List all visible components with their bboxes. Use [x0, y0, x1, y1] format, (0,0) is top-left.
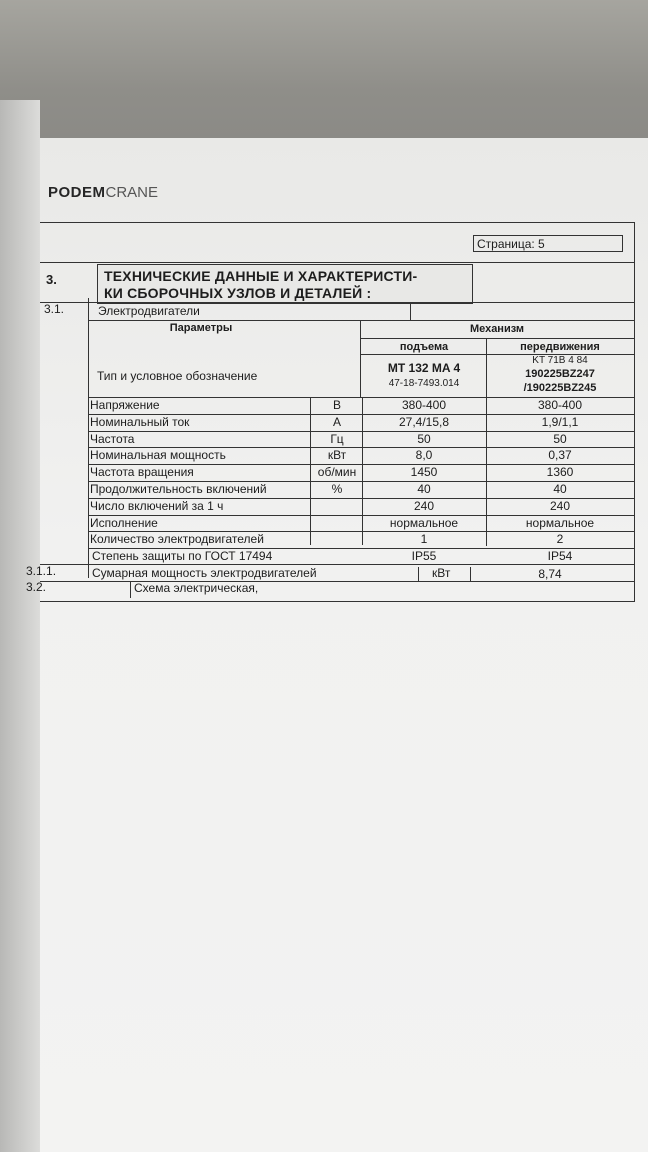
- travel-value: 380-400: [537, 398, 583, 412]
- divider: [40, 302, 634, 303]
- param-unit: кВт: [327, 448, 347, 463]
- param-unit: Гц: [330, 431, 344, 446]
- param-unit: об/мин: [317, 465, 357, 480]
- travel-type-line3: /190225BZ245: [523, 382, 597, 394]
- travel-value: нормальное: [525, 515, 595, 530]
- total-unit: кВт: [432, 566, 451, 580]
- param-unit: В: [332, 398, 341, 412]
- lift-value: нормальное: [389, 515, 459, 530]
- scheme-label: Схема электрическая,: [134, 581, 259, 595]
- divider: [418, 567, 419, 581]
- divider: [360, 338, 634, 339]
- section-title-line1: ТЕХНИЧЕСКИЕ ДАННЫЕ И ХАРАКТЕРИСТИ-: [104, 268, 418, 284]
- divider: [410, 302, 411, 320]
- travel-type-line1: KT 71B 4 84: [532, 355, 588, 366]
- lift-value: 1: [420, 532, 428, 547]
- divider: [88, 320, 634, 321]
- travel-value: IP54: [547, 549, 573, 564]
- unit-column-right-divider: [362, 397, 363, 545]
- param-unit: %: [331, 482, 343, 496]
- total-value: 8,74: [538, 567, 562, 581]
- unit-column-left-divider: [310, 397, 311, 545]
- company-logo: PODEMCRANE: [48, 184, 159, 201]
- col-lift: подъема: [399, 341, 449, 353]
- param-label: Номинальная мощность: [90, 448, 226, 463]
- col-travel: передвижения: [520, 341, 600, 353]
- param-label: Исполнение: [90, 515, 158, 530]
- param-label: Число включений за 1 ч: [90, 498, 224, 513]
- param-label: Номинальный ток: [90, 414, 190, 429]
- param-label: Частота: [90, 431, 135, 446]
- subsection-title: Электродвигатели: [98, 304, 200, 318]
- travel-value: 1,9/1,1: [541, 414, 579, 429]
- divider: [40, 564, 634, 565]
- section-number: 3.: [46, 272, 57, 287]
- total-number: 3.1.1.: [26, 564, 57, 578]
- divider: [40, 262, 634, 263]
- header-params: Параметры: [169, 322, 233, 334]
- lift-value: 8,0: [415, 448, 433, 463]
- subsection-number: 3.1.: [44, 302, 65, 316]
- divider: [130, 582, 131, 598]
- type-label: Тип и условное обозначение: [97, 369, 258, 383]
- lift-value: 240: [413, 498, 435, 513]
- section-title-box: [97, 264, 473, 304]
- number-column-divider: [88, 298, 89, 578]
- lift-type-line2: 47-18-7493.014: [388, 378, 460, 389]
- travel-value: 0,37: [548, 448, 572, 463]
- travel-value: 2: [556, 532, 564, 547]
- param-label: Продолжительность включений: [90, 482, 267, 496]
- travel-value: 50: [553, 431, 567, 446]
- lift-value: 27,4/15,8: [398, 414, 450, 429]
- lift-value: 1450: [410, 465, 438, 480]
- total-label: Сумарная мощность электродвигателей: [92, 566, 317, 580]
- page-number: Страница: 5: [473, 235, 623, 252]
- background-surface: [0, 0, 648, 150]
- divider: [470, 567, 471, 581]
- lift-value: 380-400: [401, 398, 447, 412]
- travel-value: 1360: [546, 465, 574, 480]
- param-label: Степень защиты по ГОСТ 17494: [92, 549, 273, 564]
- param-label: Частота вращения: [90, 465, 194, 480]
- travel-value: 240: [549, 498, 571, 513]
- binder-edge: [0, 100, 40, 1152]
- lift-value: IP55: [411, 549, 437, 564]
- header-mechanism: Механизм: [469, 323, 525, 335]
- travel-value: 40: [553, 482, 567, 496]
- lift-value: 40: [417, 482, 431, 496]
- scheme-number: 3.2.: [26, 580, 47, 594]
- divider: [360, 320, 361, 398]
- section-title-line2: КИ СБОРОЧНЫХ УЗЛОВ И ДЕТАЛЕЙ :: [104, 285, 372, 301]
- param-unit: А: [332, 414, 341, 429]
- travel-type-line2: 190225BZ247: [525, 368, 595, 380]
- param-label: Количество электродвигателей: [90, 532, 264, 547]
- lift-value: 50: [417, 431, 431, 446]
- lift-type-line1: MT 132 MA 4: [387, 361, 461, 375]
- param-label: Напряжение: [90, 398, 160, 412]
